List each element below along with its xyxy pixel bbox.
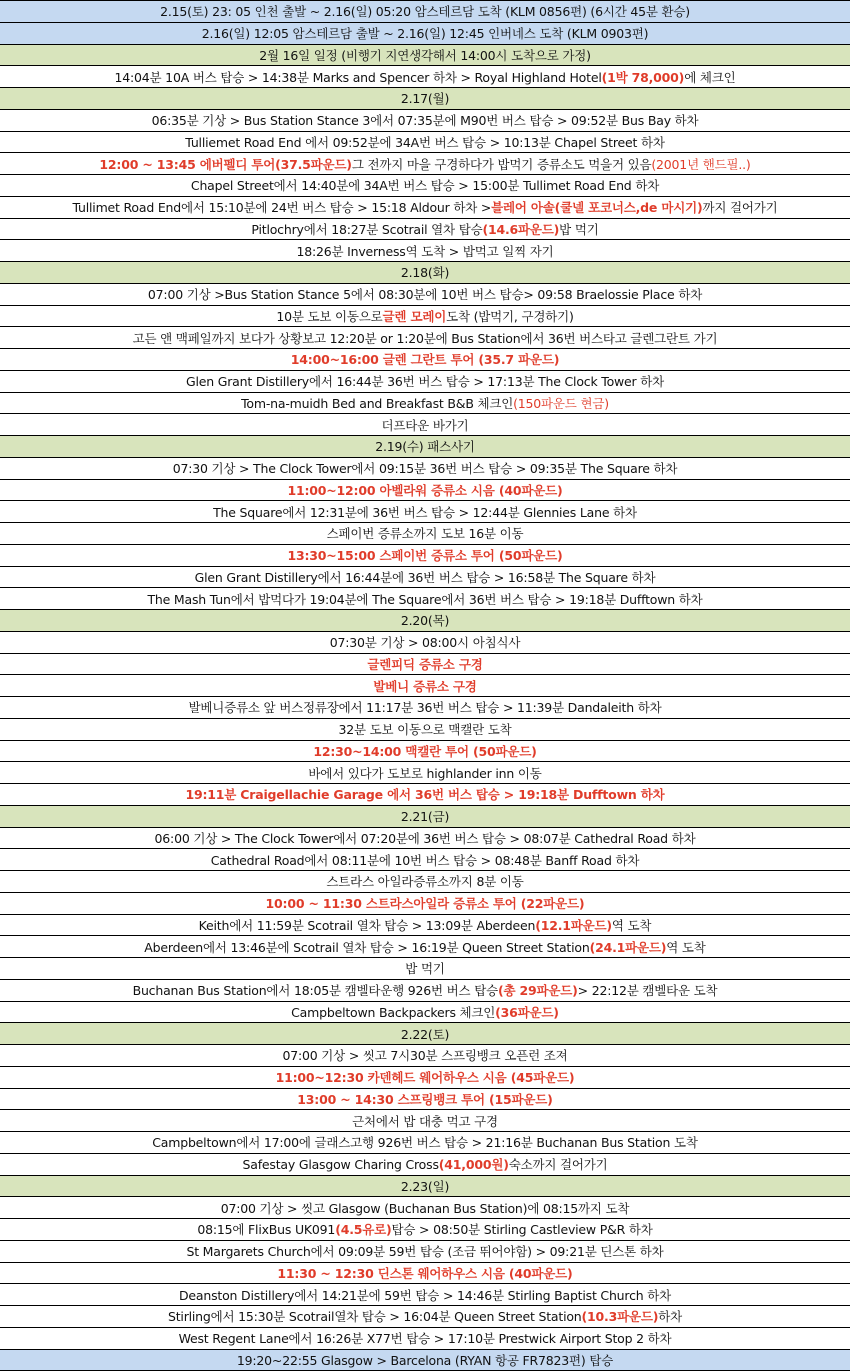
row-text-segment: 10:00 ~ 11:30 스트라스아일라 증류소 투어 (22파운드) [265, 896, 585, 912]
schedule-row [0, 936, 850, 958]
row-text-segment: 글렌 모레이 [382, 308, 447, 324]
row-text-segment: The Mash Tun에서 밥먹다가 19:04분에 The Square에서 36번 버스 탑승 > 19:18분 Dufftown 하차 [147, 591, 703, 607]
row-text-segment: 12:30~14:00 맥캘란 투어 (50파운드) [313, 743, 537, 759]
row-text-segment: Tullimet Road End에서 15:10분에 24번 버스 탑승 > 15:18 Aldour 하차 > [72, 200, 492, 216]
schedule-row [0, 197, 850, 219]
schedule-row [0, 1110, 850, 1132]
row-text-segment: (12.1파운드) [535, 917, 612, 933]
row-text-segment: 스트라스 아일라증류소까지 8분 이동 [326, 874, 524, 890]
schedule-row [0, 393, 850, 415]
row-text-segment: Safestay Glasgow Charing Cross [242, 1156, 439, 1172]
schedule-row [0, 1154, 850, 1176]
row-text-segment: Buchanan Bus Station에서 18:05분 캠벨타운행 926번 버스 탑승 [132, 983, 498, 999]
row-text-segment: 더프타운 바가기 [381, 417, 469, 433]
schedule-row [0, 675, 850, 697]
row-text-segment: 스페이번 증류소까지 도보 16분 이동 [326, 526, 524, 542]
row-text-segment: 밥 먹기 [405, 961, 445, 977]
schedule-row [0, 240, 850, 262]
row-text-segment: 10분 도보 이동으로 [276, 308, 383, 324]
schedule-row [0, 741, 850, 763]
row-text-segment: 2.18(화) [400, 265, 450, 281]
row-text-segment: 06:00 기상 > The Clock Tower에서 07:20분에 36번 버스 탑승 > 08:07분 Cathedral Road 하차 [154, 830, 696, 846]
schedule-row [0, 349, 850, 371]
row-text-segment: Cathedral Road에서 08:11분에 10번 버스 탑승 > 08:48분 Banff Road 하차 [210, 852, 640, 868]
schedule-row [0, 915, 850, 937]
row-text-segment: Campbeltown에서 17:00에 글래스고행 926번 버스 탑승 > 21:16분 Buchanan Bus Station 도착 [152, 1135, 698, 1151]
row-text-segment: Aberdeen에서 13:46분에 Scotrail 열차 탑승 > 16:19분 Queen Street Station [144, 939, 590, 955]
row-text-segment: Glen Grant Distillery에서 16:44분에 36번 버스 탑승 > 16:58분 The Square 하차 [194, 569, 656, 585]
row-text-segment: 19:11분 Craigellachie Garage 에서 36번 버스 탑승 > 19:18분 Dufftown 하차 [185, 787, 665, 803]
row-text-segment: 에 체크인 [684, 69, 736, 85]
row-text-segment: 11:00~12:30 카덴헤드 웨어하우스 시음 (45파운드) [275, 1070, 575, 1086]
row-text-segment: 블레어 아솔(쿨넬 포코너스,de 마시기) [491, 200, 703, 216]
row-text-segment: 07:00 기상 >Bus Station Stance 5에서 08:30분에 10번 버스 탑승> 09:58 Braelossie Place 하차 [147, 287, 703, 303]
row-text-segment: Stirling에서 15:30분 Scotrail열차 탑승 > 16:04분 Queen Street Station [167, 1309, 582, 1325]
schedule-row [0, 719, 850, 741]
row-text-segment: 고든 앤 맥페일까지 보다가 상황보고 12:20분 or 1:20분에 Bus Station에서 36번 버스타고 글렌그란트 가기 [132, 330, 718, 346]
row-text-segment: 2월 16일 일정 (비행기 지연생각해서 14:00시 도착으로 가정) [259, 47, 591, 63]
row-text-segment: 밥 먹기 [559, 221, 599, 237]
row-text-segment: 2.21(금) [400, 809, 450, 825]
row-text-segment: Glen Grant Distillery에서 16:44분 36번 버스 탑승 > 17:13분 The Clock Tower 하차 [186, 374, 664, 390]
row-text-segment: 06:35분 기상 > Bus Station Stance 3에서 07:35분에 M90번 버스 탑승 > 09:52분 Bus Bay 하차 [151, 113, 699, 129]
schedule-row [0, 893, 850, 915]
schedule-row [0, 654, 850, 676]
row-text-segment: 2.16(일) 12:05 암스테르담 출발 ~ 2.16(일) 12:45 인버네스 도착 (KLM 0903편) [201, 26, 649, 42]
schedule-row [0, 567, 850, 589]
schedule-row [0, 1263, 850, 1285]
day-header-row [0, 1023, 850, 1045]
schedule-row [0, 1197, 850, 1219]
schedule-row [0, 980, 850, 1002]
row-text-segment: (2001년 핸드필..) [651, 156, 751, 172]
day-header-row [0, 1176, 850, 1198]
row-text-segment: Tom-na-muidh Bed and Breakfast B&B 체크인 [241, 395, 514, 411]
day-header-row [0, 610, 850, 632]
row-text-segment: (36파운드) [495, 1004, 559, 1020]
row-text-segment: 글렌피딕 증류소 구경 [367, 656, 483, 672]
row-text-segment: Keith에서 11:59분 Scotrail 열차 탑승 > 13:09분 Aberdeen [198, 917, 536, 933]
schedule-row [0, 545, 850, 567]
schedule-row [0, 1045, 850, 1067]
row-text-segment: (150파운드 현금) [513, 395, 609, 411]
schedule-row [0, 219, 850, 241]
day-header-row [0, 88, 850, 110]
row-text-segment: 07:30분 기상 > 08:00시 아침식사 [329, 635, 521, 651]
schedule-row [0, 153, 850, 175]
schedule-row [0, 828, 850, 850]
row-text-segment: (4.5유로) [335, 1222, 392, 1238]
row-text-segment: 탑승 > 08:50분 Stirling Castleview P&R 하차 [391, 1222, 653, 1238]
row-text-segment: Campbeltown Backpackers 체크인 [291, 1004, 496, 1020]
row-text-segment: 18:26분 Inverness역 도착 > 밥먹고 일찍 자기 [296, 243, 554, 259]
flight-row [0, 1350, 850, 1371]
row-text-segment: Pitlochry에서 18:27분 Scotrail 열차 탑승 [251, 221, 483, 237]
row-text-segment: 13:00 ~ 14:30 스프링뱅크 투어 (15파운드) [297, 1091, 553, 1107]
row-text-segment: 숙소까지 걸어가기 [508, 1157, 608, 1173]
row-text-segment: 12:00 ~ 13:45 에버펠디 투어(37.5파운드) [99, 156, 352, 172]
row-text-segment: 2.22(토) [400, 1026, 450, 1042]
row-text-segment: Chapel Street에서 14:40분에 34A번 버스 탑승 > 15:00분 Tullimet Road End 하차 [190, 178, 660, 194]
day-header-row [0, 806, 850, 828]
schedule-row [0, 1067, 850, 1089]
row-text-segment: Deanston Distillery에서 14:21분에 59번 탑승 > 14:46분 Stirling Baptist Church 하차 [179, 1287, 671, 1303]
row-text-segment: Tulliemet Road End 에서 09:52분에 34A번 버스 탑승 > 10:13분 Chapel Street 하차 [185, 134, 665, 150]
schedule-row [0, 501, 850, 523]
row-text-segment: 07:00 기상 > 씻고 Glasgow (Buchanan Bus Station)에 08:15까지 도착 [220, 1200, 630, 1216]
row-text-segment: 하차 [658, 1309, 682, 1325]
row-text-segment: 2.19(수) 패스사기 [375, 439, 475, 455]
day-header-row [0, 436, 850, 458]
schedule-row [0, 588, 850, 610]
row-text-segment: 07:30 기상 > The Clock Tower에서 09:15분 36번 버스 탑승 > 09:35분 The Square 하차 [172, 461, 678, 477]
row-text-segment: (10.3파운드) [581, 1309, 659, 1325]
schedule-row [0, 327, 850, 349]
row-text-segment: 2.20(목) [400, 613, 450, 629]
schedule-row [0, 1306, 850, 1328]
row-text-segment: (14.6파운드) [482, 221, 560, 237]
schedule-row [0, 1328, 850, 1350]
row-text-segment: 19:20~22:55 Glasgow > Barcelona (RYAN 항공 FR7823편) 탑승 [236, 1352, 614, 1368]
schedule-row [0, 632, 850, 654]
row-text-segment: The Square에서 12:31분에 36번 버스 탑승 > 12:44분 Glennies Lane 하차 [213, 504, 637, 520]
row-text-segment: 2.15(토) 23: 05 인천 출발 ~ 2.16(일) 05:20 암스테르담 도착 (KLM 0856편) (6시간 45분 환승) [160, 4, 690, 20]
row-text-segment: 11:00~12:00 아벨라워 증류소 시음 (40파운드) [287, 482, 563, 498]
schedule-row [0, 66, 850, 88]
row-text-segment: > 22:12분 캠벨타운 도착 [577, 983, 718, 999]
row-text-segment: 발베니증류소 앞 버스정류장에서 11:17분 36번 버스 탑승 > 11:39분 Dandaleith 하차 [188, 700, 662, 716]
schedule-row [0, 1284, 850, 1306]
row-text-segment: 11:30 ~ 12:30 딘스톤 웨어하우스 시음 (40파운드) [277, 1265, 573, 1281]
row-text-segment: 32분 도보 이동으로 맥캘란 도착 [338, 722, 512, 738]
schedule-row [0, 1002, 850, 1024]
day-header-row [0, 45, 850, 67]
schedule-row [0, 958, 850, 980]
row-text-segment: 07:00 기상 > 씻고 7시30분 스프링뱅크 오픈런 조져 [282, 1048, 568, 1064]
schedule-row [0, 762, 850, 784]
row-text-segment: 08:15에 FlixBus UK091 [197, 1222, 336, 1238]
schedule-row [0, 871, 850, 893]
row-text-segment: 14:04분 10A 버스 탑승 > 14:38분 Marks and Spencer 하차 > Royal Highland Hotel [114, 69, 602, 85]
row-text-segment: 2.23(일) [400, 1178, 450, 1194]
schedule-row [0, 1132, 850, 1154]
row-text-segment: 13:30~15:00 스페이번 증류소 투어 (50파운드) [287, 548, 563, 564]
row-text-segment: (1박 78,000) [601, 69, 685, 85]
row-text-segment: 근처에서 밥 대충 먹고 구경 [352, 1113, 498, 1129]
row-text-segment: 2.17(월) [400, 91, 450, 107]
row-text-segment: 그 전까지 마을 구경하다가 밥먹기 증류소도 먹을거 있음 [351, 156, 652, 172]
row-text-segment: 바에서 있다가 도보로 highlander inn 이동 [308, 765, 542, 781]
row-text-segment: West Regent Lane에서 16:26분 X77번 탑승 > 17:10분 Prestwick Airport Stop 2 하차 [178, 1331, 672, 1347]
schedule-row [0, 849, 850, 871]
row-text-segment: 역 도착 [666, 939, 706, 955]
schedule-row [0, 523, 850, 545]
schedule-row [0, 1089, 850, 1111]
flight-row [0, 1, 850, 23]
schedule-row [0, 284, 850, 306]
schedule-row [0, 1241, 850, 1263]
row-text-segment: 14:00~16:00 글렌 그란트 투어 (35.7 파운드) [290, 352, 560, 368]
row-text-segment: 역 도착 [611, 917, 652, 933]
schedule-row [0, 175, 850, 197]
row-text-segment: (총 29파운드) [497, 983, 578, 999]
schedule-row [0, 458, 850, 480]
row-text-segment: (24.1파운드) [589, 939, 667, 955]
schedule-row [0, 110, 850, 132]
row-text-segment: 까지 걸어가기 [702, 200, 778, 216]
row-text-segment: (41,000원) [438, 1157, 509, 1173]
day-header-row [0, 262, 850, 284]
row-text-segment: St Margarets Church에서 09:09분 59번 탑승 (조금 뛰어야함) > 09:21분 딘스톤 하차 [186, 1244, 664, 1260]
schedule-row [0, 371, 850, 393]
schedule-row [0, 697, 850, 719]
schedule-row [0, 784, 850, 806]
row-text-segment: 발베니 증류소 구경 [373, 678, 477, 694]
schedule-row [0, 480, 850, 502]
row-text-segment: 도착 (밥먹기, 구경하기) [446, 308, 574, 324]
schedule-row [0, 1219, 850, 1241]
schedule-row [0, 132, 850, 154]
schedule-row [0, 414, 850, 436]
schedule-row [0, 306, 850, 328]
flight-row [0, 23, 850, 45]
